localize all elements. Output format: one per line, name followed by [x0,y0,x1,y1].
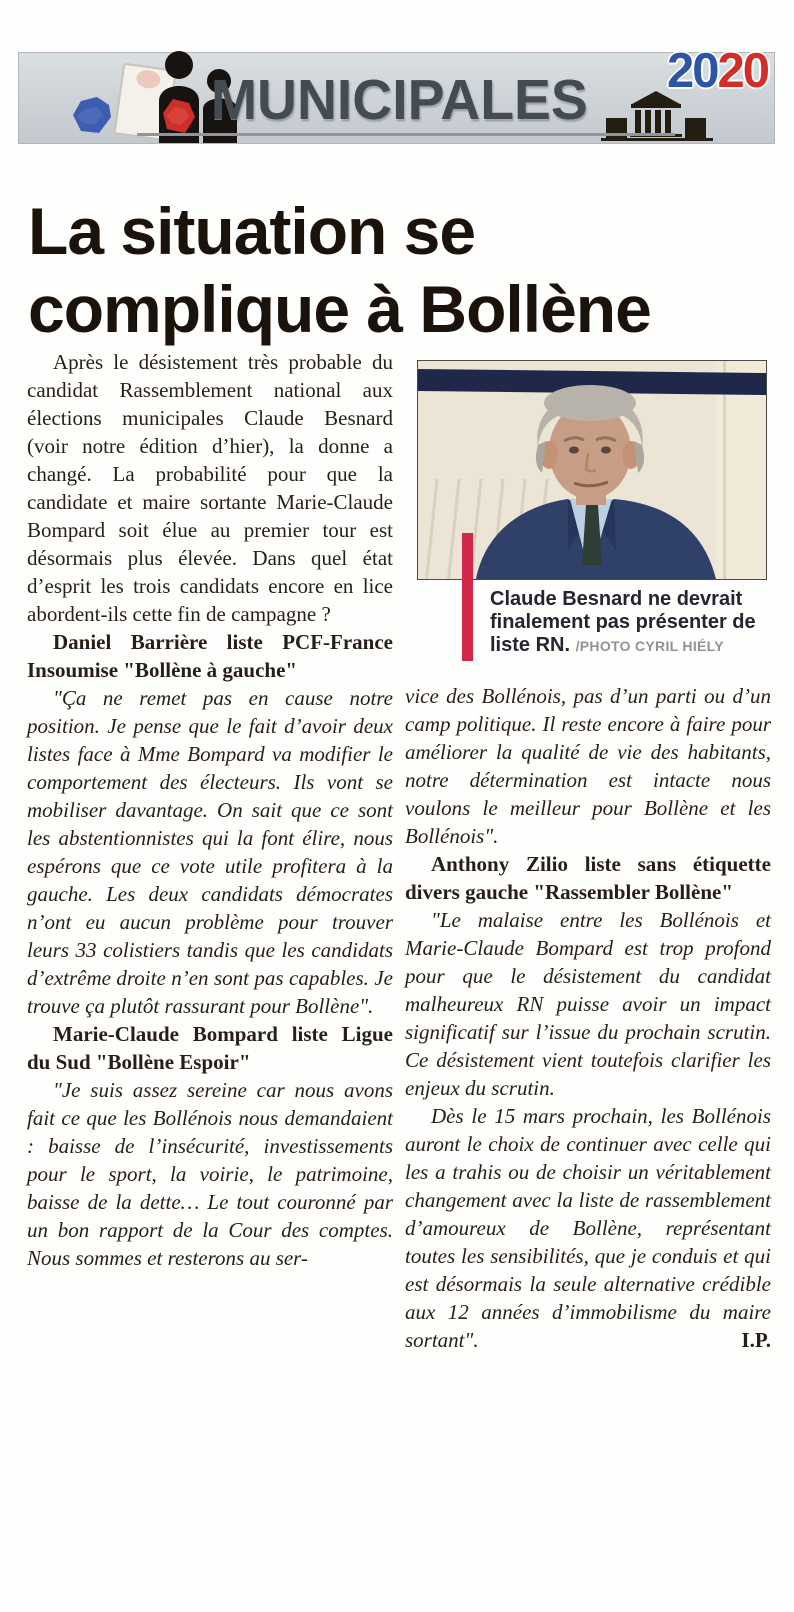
author-initials: I.P. [741,1328,771,1352]
year-first: 20 [666,44,718,98]
caption-accent-bar [462,533,473,661]
section-heading: Anthony Zilio liste sans étiquette divers gauche "Rassembler Bollène" [405,852,771,904]
banner-title: MUNICIPALES [211,68,588,132]
section-heading: Marie-Claude Bompard liste Ligue du Sud "Bollène Espoir" [27,1022,393,1074]
photo-block [417,360,767,658]
article-column-left [27,348,393,1272]
article-paragraph: "Le malaise entre les Bollénois et Marie-Claude Bompard est trop profond pour que le désistement du candidat malheureux RN puisse avoir un impact significatif sur l’issue du prochain scrutin. Ce désistement vient toutefois clarifier les enjeux du scrutin. [405,908,771,1100]
article-headline: La situation se complique à Bollène [28,194,651,347]
year-second: 20 [717,44,768,98]
article-paragraph: vice des Bollénois, pas d’un parti ou d’un camp politique. Il reste encore à faire pour améliorer la qualité de vie des habitants, notre détermination est intacte nous voulons le meilleur pour Bollène et les Bollénois". [405,684,771,848]
banner-rule [137,133,675,136]
article-paragraph: Après le désistement très probable du candidat Rassemblement national aux élections municipales Claude Besnard (voir notre édition d’hier), la donne a changé. La probabilité pour que la candidate et maire sortante Marie-Claude Bompard soit élue au premier tour est désormais plus élevée. Dans quel état d’esprit les trois candidats encore en lice abordent-ils cette fin de campagne ? [27,350,393,626]
section-banner [18,44,775,144]
article-paragraph: "Ça ne remet pas en cause notre position. Je pense que le fait d’avoir deux listes face à Mme Bompard va modifier le comportement des électeurs. Ils vont se mobiliser davantage. On sait que ce sont les abstentionnistes qui la font élire, nous espérons que ce vote utile profitera à la gauche. Les deux candidats démocrates n’ont eu aucun problème pour trouver leurs 33 colistiers tandis que les candidats d’extrême droite n’en sont pas capables. Je trouve ça plutôt rassurant pour Bollène". [27,686,393,1018]
article-column-right [405,348,771,1354]
photo-caption-text: Claude Besnard ne devrait finalement pas présenter de liste RN. [490,588,756,656]
article-paragraph: Dès le 15 mars prochain, les Bollénois auront le choix de continuer avec celle qui les a trahis ou de choisir un véritablement changement avec la liste de rassemblement d’amoureux de Bollène, représentant toutes les sensibilités, que je conduis et qui est désormais la seule alternative crédible aux 12 années d’immobilisme du maire sortant". I.P. [405,1104,771,1352]
section-heading: Daniel Barrière liste PCF-France Insoumise "Bollène à gauche" [27,630,393,682]
article-column-right-text [405,682,771,1354]
town-hall-icon [598,91,716,146]
photo-credit: /PHOTO CYRIL HIÉLY [575,638,724,654]
article-paragraph: "Je suis assez sereine car nous avons fait ce que les Bollénois nous demandaient : baisse de l’insécurité, investissements pour le sport, la voirie, le patrimoine, baisse de la dette… Le tout couronné par un bon rapport de la Cour des comptes. Nous sommes et resterons au ser- [27,1078,393,1270]
photo-caption [490,588,764,658]
